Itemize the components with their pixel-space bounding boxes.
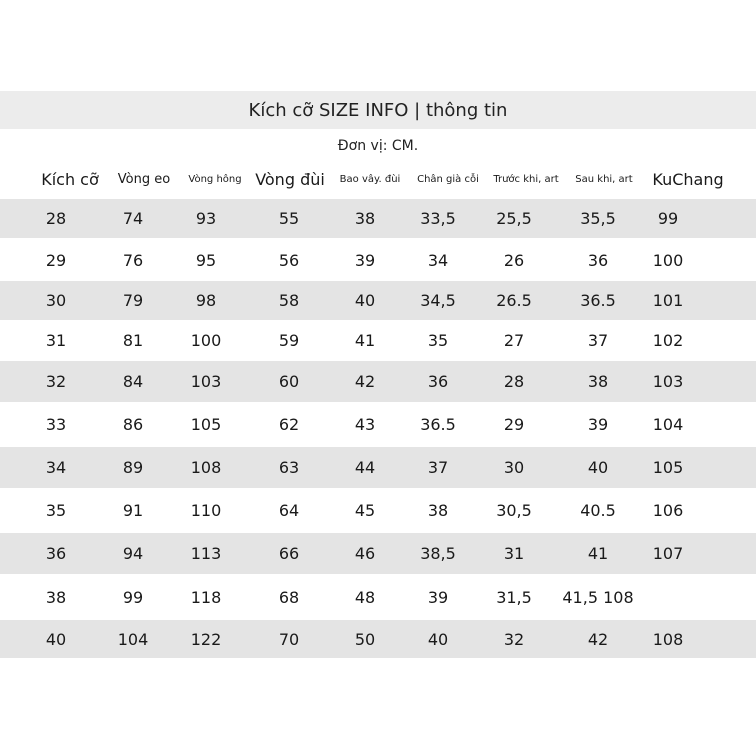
cell-thigh-circumference: 43 — [354, 415, 376, 434]
cell-thigh: 66 — [278, 544, 300, 563]
cell-length: 105 — [652, 458, 684, 477]
cell-hip: 118 — [190, 587, 222, 607]
cell-hip: 98 — [195, 291, 217, 310]
col-header-thigh: Vòng đùi — [255, 169, 325, 189]
cell-back-rise: 38 — [587, 372, 609, 391]
cell-leg-opening: 37 — [427, 458, 449, 477]
table-header — [0, 160, 756, 198]
cell-back-rise: 40 — [587, 458, 609, 477]
cell-thigh-circumference: 45 — [354, 501, 376, 520]
cell-hip: 93 — [195, 209, 217, 228]
cell-hip: 100 — [190, 331, 222, 350]
cell-front-rise: 31,5 — [496, 587, 532, 607]
cell-length: 104 — [652, 415, 684, 434]
cell-waist: 89 — [122, 458, 144, 477]
cell-leg-opening: 40 — [427, 629, 449, 649]
cell-hip: 113 — [190, 544, 222, 563]
table-row — [0, 574, 756, 620]
cell-size: 32 — [45, 372, 67, 391]
cell-size: 34 — [45, 458, 67, 477]
cell-thigh-circumference: 50 — [354, 629, 376, 649]
cell-thigh-circumference: 46 — [354, 544, 376, 563]
col-header-hip: Vòng hông — [188, 173, 242, 185]
cell-waist: 84 — [122, 372, 144, 391]
cell-length: 103 — [652, 372, 684, 391]
cell-thigh: 63 — [278, 458, 300, 477]
cell-thigh-circumference: 39 — [354, 251, 376, 270]
cell-front-rise: 28 — [503, 372, 525, 391]
table-title: Kích cỡ SIZE INFO | thông tin — [0, 91, 756, 129]
cell-leg-opening: 36.5 — [420, 415, 456, 434]
unit-label: Đơn vị: CM. — [337, 138, 419, 154]
cell-thigh: 58 — [278, 291, 300, 310]
cell-size: 28 — [45, 209, 67, 228]
cell-waist: 91 — [122, 501, 144, 520]
cell-thigh: 56 — [278, 251, 300, 270]
table-row — [0, 447, 756, 488]
col-header-size: Kích cỡ — [41, 169, 99, 189]
cell-waist: 79 — [122, 291, 144, 310]
cell-hip: 108 — [190, 458, 222, 477]
cell-back-rise: 37 — [587, 331, 609, 350]
cell-leg-opening: 33,5 — [420, 209, 456, 228]
table-row — [0, 199, 756, 238]
cell-length: 99 — [657, 209, 679, 228]
cell-back-rise: 36 — [587, 251, 609, 270]
cell-hip: 103 — [190, 372, 222, 391]
cell-waist: 81 — [122, 331, 144, 350]
cell-back-rise: 41 — [587, 544, 609, 563]
cell-front-rise: 31 — [503, 544, 525, 563]
cell-hip: 105 — [190, 415, 222, 434]
cell-size: 33 — [45, 415, 67, 434]
cell-length: 108 — [652, 629, 684, 649]
cell-hip: 95 — [195, 251, 217, 270]
cell-thigh: 62 — [278, 415, 300, 434]
cell-back-rise: 36.5 — [580, 291, 616, 310]
cell-thigh: 68 — [278, 587, 300, 607]
cell-thigh-circumference: 48 — [354, 587, 376, 607]
table-row — [0, 361, 756, 402]
cell-back-rise: 35,5 — [580, 209, 616, 228]
col-header-length: KuChang — [652, 169, 724, 189]
cell-thigh: 60 — [278, 372, 300, 391]
cell-thigh: 64 — [278, 501, 300, 520]
cell-size: 30 — [45, 291, 67, 310]
cell-waist: 74 — [122, 209, 144, 228]
cell-thigh-circumference: 38 — [354, 209, 376, 228]
cell-front-rise: 29 — [503, 415, 525, 434]
table-row — [0, 620, 756, 658]
cell-leg-opening: 39 — [427, 587, 449, 607]
col-header-waist: Vòng eo — [117, 171, 171, 187]
cell-front-rise: 26 — [503, 251, 525, 270]
cell-leg-opening: 38,5 — [420, 544, 456, 563]
cell-back-rise: 41,5 108 — [562, 587, 634, 607]
cell-waist: 76 — [122, 251, 144, 270]
cell-back-rise: 40.5 — [580, 501, 616, 520]
cell-waist: 94 — [122, 544, 144, 563]
cell-front-rise: 27 — [503, 331, 525, 350]
cell-thigh-circumference: 44 — [354, 458, 376, 477]
cell-waist: 104 — [117, 629, 149, 649]
cell-length: 101 — [652, 291, 684, 310]
cell-size: 38 — [45, 587, 67, 607]
cell-size: 31 — [45, 331, 67, 350]
col-header-leg-opening: Chân già cỗi — [417, 173, 479, 185]
cell-size: 35 — [45, 501, 67, 520]
cell-thigh-circumference: 40 — [354, 291, 376, 310]
cell-length: 106 — [652, 501, 684, 520]
cell-length — [630, 574, 706, 620]
col-header-back-rise: Sau khi, art — [575, 173, 633, 185]
cell-front-rise: 26.5 — [496, 291, 532, 310]
cell-thigh: 70 — [278, 629, 300, 649]
cell-front-rise: 32 — [503, 629, 525, 649]
cell-front-rise: 25,5 — [496, 209, 532, 228]
cell-hip: 110 — [190, 501, 222, 520]
table-row — [0, 240, 756, 281]
cell-front-rise: 30,5 — [496, 501, 532, 520]
cell-thigh-circumference: 42 — [354, 372, 376, 391]
table-row — [0, 533, 756, 574]
table-row — [0, 488, 756, 533]
cell-leg-opening: 34,5 — [420, 291, 456, 310]
cell-leg-opening: 36 — [427, 372, 449, 391]
col-header-thigh-circumference: Bao vây. đùi — [339, 173, 401, 185]
cell-thigh-circumference: 41 — [354, 331, 376, 350]
cell-length: 107 — [652, 544, 684, 563]
cell-leg-opening: 38 — [427, 501, 449, 520]
cell-thigh: 59 — [278, 331, 300, 350]
cell-back-rise: 39 — [587, 415, 609, 434]
cell-size: 29 — [45, 251, 67, 270]
cell-size: 36 — [45, 544, 67, 563]
table-row — [0, 281, 756, 320]
cell-waist: 99 — [122, 587, 144, 607]
cell-length: 102 — [652, 331, 684, 350]
col-header-front-rise: Trước khi, art — [493, 173, 559, 185]
cell-length: 100 — [652, 251, 684, 270]
cell-leg-opening: 35 — [427, 331, 449, 350]
cell-front-rise: 30 — [503, 458, 525, 477]
cell-size: 40 — [45, 629, 67, 649]
cell-back-rise: 42 — [587, 629, 609, 649]
cell-waist: 86 — [122, 415, 144, 434]
cell-hip: 122 — [190, 629, 222, 649]
table-row — [0, 402, 756, 447]
cell-thigh: 55 — [278, 209, 300, 228]
cell-leg-opening: 34 — [427, 251, 449, 270]
table-row — [0, 320, 756, 361]
